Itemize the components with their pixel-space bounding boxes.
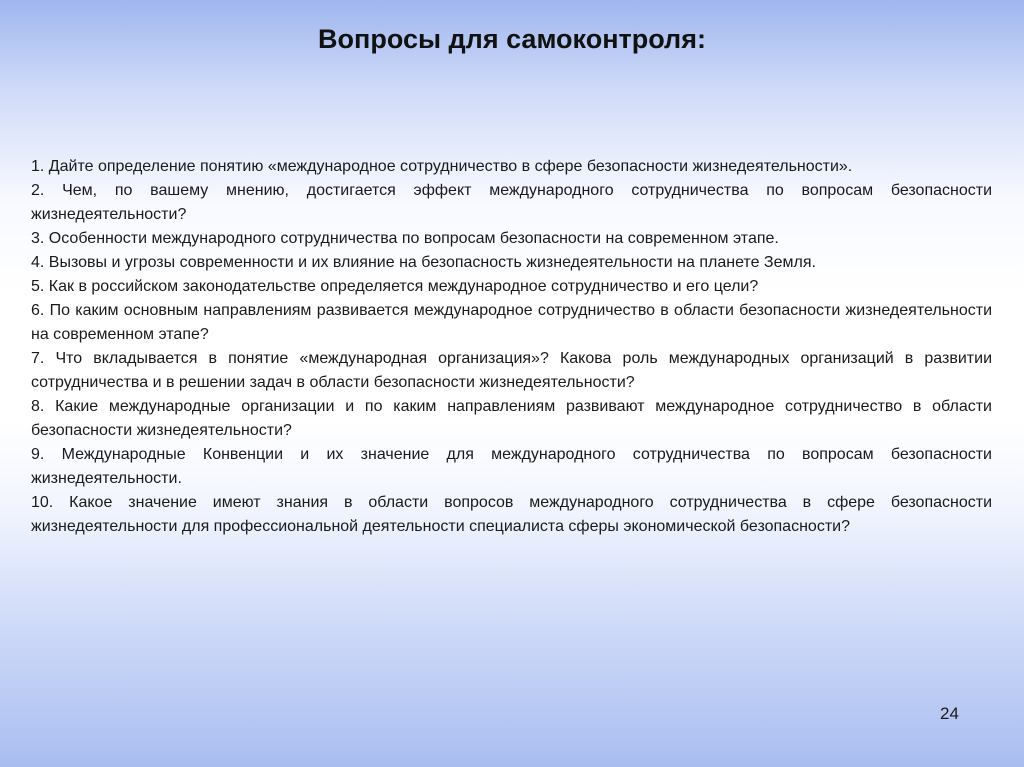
question-item-7: 7. Что вкладывается в понятие «международная организация»? Какова роль международных организаций в развитии сотрудничества и в решении задач в области безопасности жизнедеятельности? — [31, 350, 992, 391]
question-list — [31, 155, 992, 539]
question-item-6: 6. По каким основным направлениям развивается международное сотрудничество в области безопасности жизнедеятельности на современном этапе? — [31, 302, 992, 343]
question-item-9: 9. Международные Конвенции и их значение для международного сотрудничества по вопросам безопасности жизнедеятельности. — [31, 446, 992, 487]
slide-title: Вопросы для самоконтроля: — [318, 24, 706, 54]
question-item-1: 1. Дайте определение понятию «международное сотрудничество в сфере безопасности жизнедеятельности». — [31, 158, 853, 175]
question-item-10: 10. Какое значение имеют знания в области вопросов международного сотрудничества в сфере безопасности жизнедеятельности для профессиональной деятельности специалиста сферы экономической безопасности? — [31, 494, 992, 535]
question-item-5: 5. Как в российском законодательстве определяется международное сотрудничество и его цели? — [31, 278, 759, 295]
question-item-8: 8. Какие международные организации и по каким направлениям развивают международное сотрудничество в области безопасности жизнедеятельности? — [31, 398, 992, 439]
question-item-3: 3. Особенности международного сотрудничества по вопросам безопасности на современном этапе. — [31, 230, 779, 247]
question-item-4: 4. Вызовы и угрозы современности и их влияние на безопасность жизнедеятельности на планете Земля. — [31, 254, 816, 271]
question-item-2: 2. Чем, по вашему мнению, достигается эффект международного сотрудничества по вопросам безопасности жизнедеятельности? — [31, 182, 992, 223]
page-number: 24 — [940, 704, 959, 723]
